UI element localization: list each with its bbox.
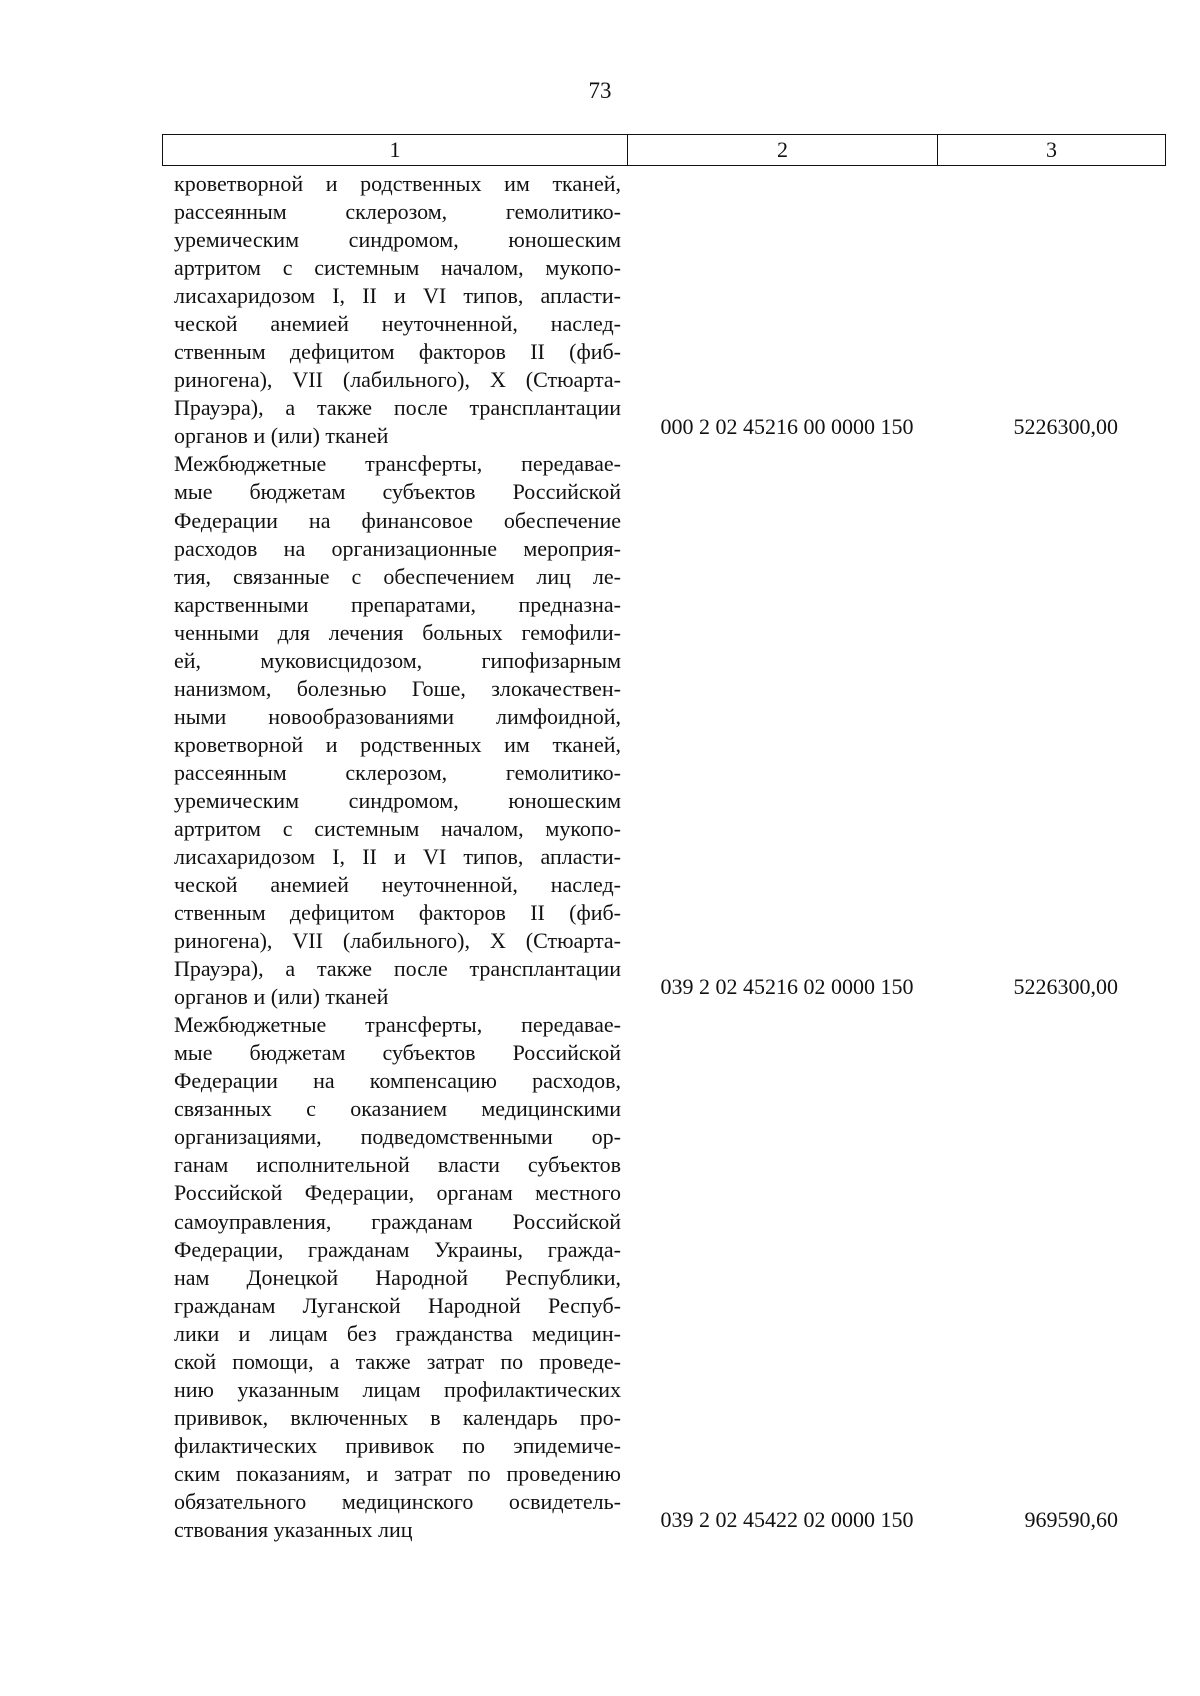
budget-code-row-3: 039 2 02 45422 02 0000 150 — [660, 1507, 914, 1532]
text-line: ными новообразованиями лимфоидной, — [174, 703, 621, 729]
header-col-3: 3 — [1046, 137, 1057, 162]
text-line: уремическим синдромом, юношеским — [174, 227, 621, 253]
text-line: Российской Федерации, органам местного — [174, 1180, 621, 1206]
text-line: расходов на организационные мероприя- — [174, 535, 621, 561]
text-line: артритом с системным началом, мукопо- — [174, 255, 621, 281]
text-line: риногена), VII (лабильного), X (Стюарта- — [174, 367, 621, 393]
text-line: прививок, включенных в календарь про- — [174, 1404, 621, 1430]
text-line: Межбюджетные трансферты, передавае- — [174, 1012, 621, 1038]
text-line: кроветворной и родственных им тканей, — [174, 171, 621, 196]
header-col-1: 1 — [163, 135, 628, 165]
text-line: ческой анемией неуточненной, наслед- — [174, 311, 621, 337]
text-line: ственным дефицитом факторов II (фиб- — [174, 900, 621, 925]
text-line: нию указанным лицам профилактических — [174, 1376, 621, 1402]
text-line: Федерации на финансовое обеспечение — [174, 507, 621, 533]
text-line: лисахаридозом I, II и VI типов, апласти- — [174, 283, 621, 309]
text-line: нанизмом, болезнью Гоше, злокачествен- — [174, 675, 621, 701]
text-line: организациями, подведомственными ор- — [174, 1124, 621, 1150]
page-number: 73 — [588, 78, 612, 103]
text-line: лики и лицам без гражданства медицин- — [174, 1320, 621, 1346]
text-line: рассеянным склерозом, гемолитико- — [174, 199, 621, 224]
text-line: Федерации, гражданам Украины, гражда- — [174, 1236, 621, 1262]
table-header-row — [162, 134, 1166, 166]
text-line: ской помощи, а также затрат по проведе- — [174, 1348, 621, 1374]
text-line: кроветворной и родственных им тканей, — [174, 731, 621, 757]
text-line: риногена), VII (лабильного), X (Стюарта- — [174, 928, 621, 954]
text-line: органов и (или) тканей — [174, 423, 389, 449]
text-line: органов и (или) тканей — [174, 984, 389, 1010]
text-line: обязательного медицинского освидетель- — [174, 1488, 621, 1514]
header-col-2: 2 — [628, 135, 938, 165]
text-line: ганам исполнительной власти субъектов — [174, 1152, 621, 1178]
text-line: ствования указанных лиц — [174, 1516, 413, 1542]
text-line: тия, связанные с обеспечением лиц ле- — [174, 563, 621, 589]
amount-row-3: 969590,60 — [1024, 1507, 1118, 1532]
text-line: мые бюджетам субъектов Российской — [174, 479, 621, 505]
text-line: мые бюджетам субъектов Российской — [174, 1040, 621, 1066]
budget-code-row-1: 000 2 02 45216 00 0000 150 — [660, 414, 914, 439]
text-line: Межбюджетные трансферты, передавае- — [174, 451, 621, 477]
text-line: Прауэра), а также после трансплантации — [174, 395, 621, 421]
text-line: ственным дефицитом факторов II (фиб- — [174, 339, 621, 365]
text-line: рассеянным склерозом, гемолитико- — [174, 759, 621, 785]
text-line: ей, муковисцидозом, гипофизарным — [174, 647, 621, 673]
text-line: филактических прививок по эпидемиче- — [174, 1432, 621, 1458]
text-line: гражданам Луганской Народной Респуб- — [174, 1292, 621, 1318]
text-line: лисахаридозом I, II и VI типов, апласти- — [174, 844, 621, 869]
text-line: ческой анемией неуточненной, наслед- — [174, 872, 621, 897]
text-line: ским показаниям, и затрат по проведению — [174, 1460, 621, 1486]
text-line: Прауэра), а также после трансплантации — [174, 956, 621, 982]
text-line: уремическим синдромом, юношеским — [174, 787, 621, 813]
text-line: артритом с системным началом, мукопо- — [174, 815, 621, 841]
amount-row-1: 5226300,00 — [1013, 414, 1118, 439]
text-line: ченными для лечения больных гемофили- — [174, 619, 621, 645]
text-line: Федерации на компенсацию расходов, — [174, 1068, 621, 1094]
budget-code-row-2: 039 2 02 45216 02 0000 150 — [660, 974, 914, 999]
text-line: самоуправления, гражданам Российской — [174, 1208, 621, 1234]
amount-row-2: 5226300,00 — [1013, 974, 1118, 999]
text-line: связанных с оказанием медицинскими — [174, 1096, 621, 1122]
text-line: карственными препаратами, предназна- — [174, 591, 621, 617]
text-line: нам Донецкой Народной Республики, — [174, 1264, 621, 1290]
